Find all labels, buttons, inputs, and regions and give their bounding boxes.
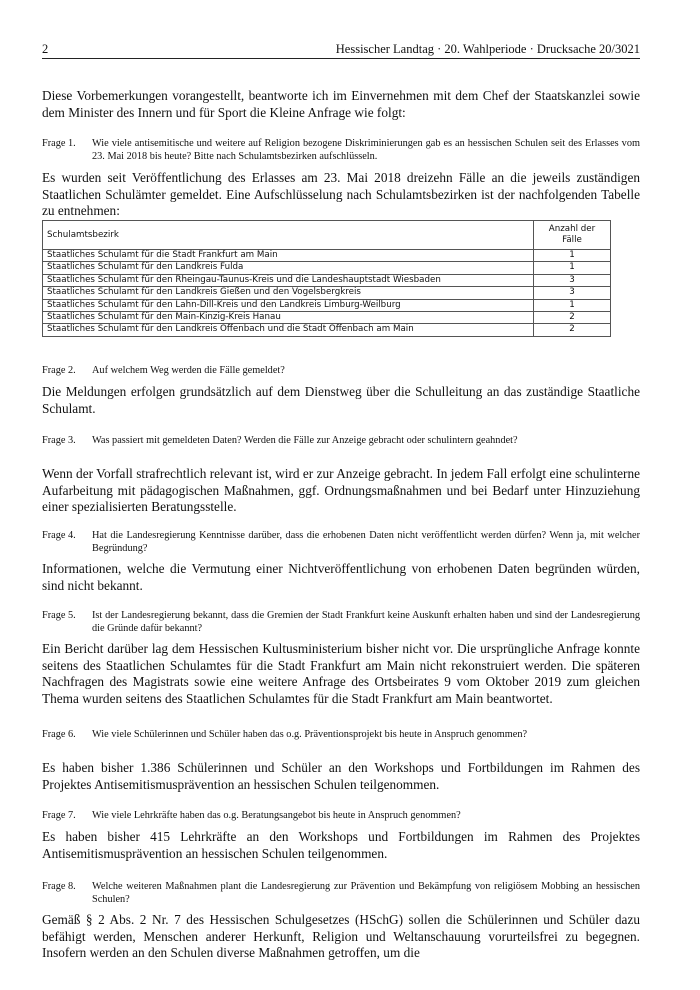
answer-6: Es haben bisher 1.386 Schülerinnen und Schüler an den Workshops und Fortbildungen im Rahmen des Projektes Antisemitismusprävention an hessischen Schulen teilgenommen. [42, 760, 640, 792]
answer-2: Die Meldungen erfolgen grundsätzlich auf dem Dienstweg über die Schulleitung an das zuständige Staatliche Schulamt. [42, 384, 640, 416]
question-label: Frage 4. [42, 530, 76, 541]
intro-paragraph: Diese Vorbemerkungen vorangestellt, beantworte ich im Einvernehmen mit dem Chef der Staatskanzlei sowie dem Minister des Innern und für Sport die Kleine Anfrage wie folgt: [42, 88, 640, 120]
question-text: Was passiert mit gemeldeten Daten? Werden die Fälle zur Anzeige gebracht oder schulintern geahndet? [92, 435, 518, 446]
answer-1: Es wurden seit Veröffentlichung des Erlasses am 23. Mai 2018 dreizehn Fälle an die jeweils zuständigen Staatlichen Schulämter gemeldet. Eine Aufschlüsselung nach Schulamtsbezirken ist der nachfolgenden Tabelle zu entnehmen: [42, 170, 640, 218]
table-header-row [43, 221, 611, 250]
district-cell: Staatliches Schulamt für den Landkreis Fulda [43, 262, 534, 274]
question-label: Frage 3. [42, 435, 76, 446]
count-cell: 3 [534, 287, 611, 299]
answer-5: Ein Bericht darüber lag dem Hessischen Kultusministerium bisher nicht vor. Die ursprüngliche Anfrage konnte seitens des Staatlichen Schulamtes für die Stadt Frankfurt am Main nicht rekonstruiert werden. Die späteren Nachfragen des Magistrats sowie eine weitere Anfrage des Ortsbeirates 9 vom Oktober 2019 zum gleichen Thema wurden seitens des Staatlichen Schulamtes für die Stadt Frankfurt am Main beantwortet. [42, 641, 640, 706]
question-label: Frage 5. [42, 610, 76, 621]
question-text: Welche weiteren Maßnahmen plant die Landesregierung zur Prävention und Bekämpfung von religiösem Mobbing an hessischen Schulen? [92, 881, 640, 905]
table-row [43, 312, 611, 324]
table-row [43, 299, 611, 311]
question-label: Frage 8. [42, 881, 76, 892]
column-header-count: Anzahl der Fälle [534, 221, 611, 250]
question-text: Wie viele Lehrkräfte haben das o.g. Beratungsangebot bis heute in Anspruch genommen? [92, 810, 461, 821]
count-cell: 1 [534, 250, 611, 262]
table-row [43, 262, 611, 274]
table-row [43, 324, 611, 336]
district-cell: Staatliches Schulamt für den Lahn-Dill-Kreis und den Landkreis Limburg-Weilburg [43, 299, 534, 311]
table-row [43, 287, 611, 299]
answer-7: Es haben bisher 415 Lehrkräfte an den Workshops und Fortbildungen im Rahmen des Projektes Antisemitismusprävention an hessischen Schulen teilgenommen. [42, 829, 640, 861]
count-cell: 2 [534, 324, 611, 336]
count-cell: 3 [534, 274, 611, 286]
question-text: Auf welchem Weg werden die Fälle gemeldet? [92, 365, 285, 376]
district-cell: Staatliches Schulamt für den Landkreis Gießen und den Vogelsbergkreis [43, 287, 534, 299]
question-text: Ist der Landesregierung bekannt, dass die Gremien der Stadt Frankfurt keine Auskunft erhalten haben und sind der Landesregierung die Gründe dafür bekannt? [92, 610, 640, 634]
page-header [42, 40, 640, 59]
district-table [42, 220, 611, 337]
district-cell: Staatliches Schulamt für die Stadt Frankfurt am Main [43, 250, 534, 262]
question-text: Wie viele antisemitische und weitere auf Religion bezogene Diskriminierungen gab es an hessischen Schulen seit des Erlasses vom 23. Mai 2018 bis heute? Bitte nach Schulamtsbezirken aufschlüsseln. [92, 138, 640, 162]
question-text: Wie viele Schülerinnen und Schüler haben das o.g. Präventionsprojekt bis heute in Anspruch genommen? [92, 729, 528, 740]
count-cell: 1 [534, 262, 611, 274]
answer-3: Wenn der Vorfall strafrechtlich relevant ist, wird er zur Anzeige gebracht. In jedem Fall erfolgt eine schulinterne Aufarbeitung mit pädagogischen Maßnahmen, ggf. Ordnungsmaßnahmen und bei Bedarf unter Hinzuziehung einer spezialisierten Beratungsstelle. [42, 466, 640, 514]
table-row [43, 250, 611, 262]
question-label: Frage 2. [42, 365, 76, 376]
page-number: 2 [42, 42, 49, 56]
question-label: Frage 1. [42, 138, 76, 149]
table-row [43, 274, 611, 286]
question-label: Frage 7. [42, 810, 76, 821]
district-cell: Staatliches Schulamt für den Main-Kinzig-Kreis Hanau [43, 312, 534, 324]
answer-8: Gemäß § 2 Abs. 2 Nr. 7 des Hessischen Schulgesetzes (HSchG) sollen die Schülerinnen und Schüler dazu befähigt werden, Menschen anderer Herkunft, Religion und Weltanschauung vorurteilsfrei zu begegnen. Insofern werden an den Schulen diverse Maßnahmen getroffen, um die [42, 912, 640, 960]
district-cell: Staatliches Schulamt für den Landkreis Offenbach und die Stadt Offenbach am Main [43, 324, 534, 336]
column-header-district: Schulamtsbezirk [43, 221, 534, 250]
question-label: Frage 6. [42, 729, 76, 740]
answer-4: Informationen, welche die Vermutung einer Nichtveröffentlichung von erhobenen Daten begründen würden, sind nicht bekannt. [42, 561, 640, 593]
count-cell: 2 [534, 312, 611, 324]
question-text: Hat die Landesregierung Kenntnisse darüber, dass die erhobenen Daten nicht veröffentlicht werden dürfen? Wenn ja, mit welcher Begründung? [92, 530, 640, 554]
district-cell: Staatliches Schulamt für den Rheingau-Taunus-Kreis und die Landeshauptstadt Wiesbaden [43, 274, 534, 286]
count-cell: 1 [534, 299, 611, 311]
document-source: Hessischer Landtag · 20. Wahlperiode · Drucksache 20/3021 [335, 42, 640, 56]
